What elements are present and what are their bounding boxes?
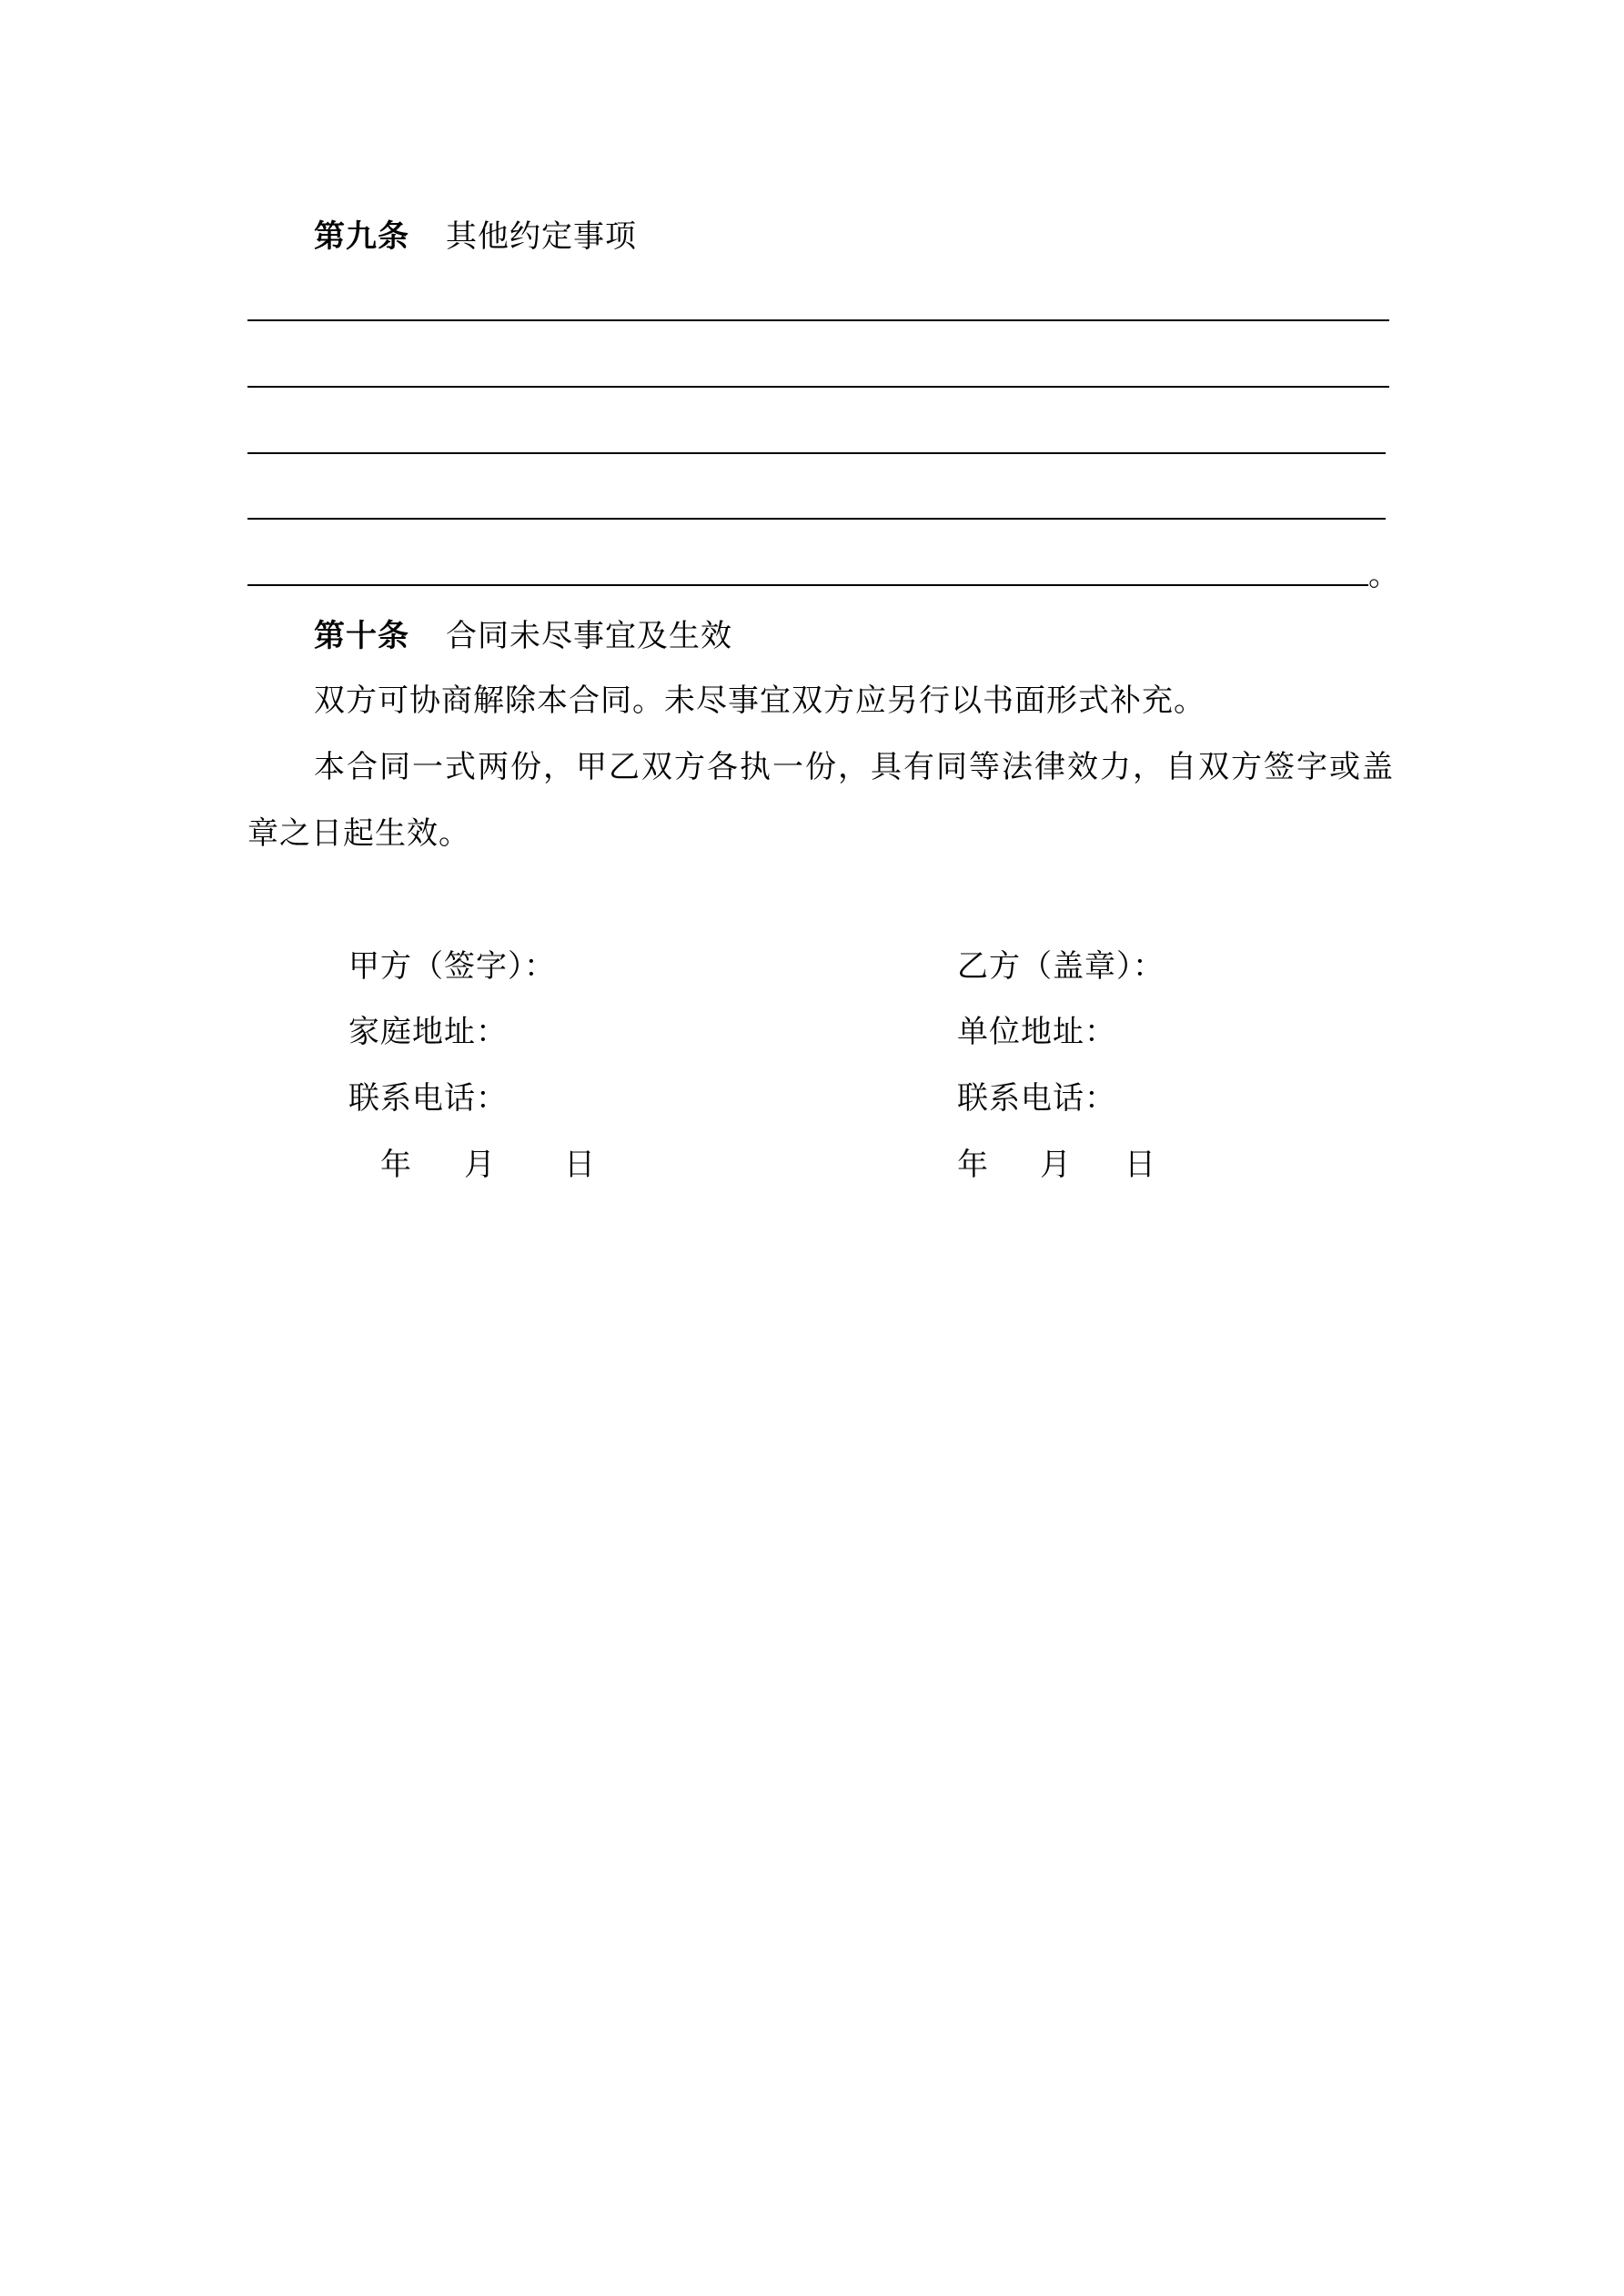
article10-paragraph-2-line-2: 章之日起生效。 bbox=[247, 815, 470, 852]
party-a-sign-label: 甲方（签字）： bbox=[348, 948, 556, 985]
party-a-date-month: 月 bbox=[464, 1147, 496, 1183]
blank-line-end-mark: 。 bbox=[1368, 557, 1400, 593]
party-b-date-year: 年 bbox=[957, 1147, 989, 1183]
party-a-address-label: 家庭地址： bbox=[348, 1014, 508, 1050]
blank-line-1 bbox=[247, 319, 1389, 321]
party-b-date-day: 日 bbox=[1125, 1147, 1156, 1183]
blank-line-4 bbox=[247, 518, 1386, 520]
article10-paragraph-2-line-1: 本合同一式两份，甲乙双方各执一份，具有同等法律效力，自双方签字或盖 bbox=[314, 749, 1395, 785]
blank-line-3 bbox=[247, 452, 1386, 454]
party-a-date-year: 年 bbox=[380, 1147, 412, 1183]
party-b-address-label: 单位地址： bbox=[957, 1014, 1116, 1050]
party-a-date-day: 日 bbox=[564, 1147, 596, 1183]
party-a-phone-label: 联系电话： bbox=[348, 1080, 508, 1117]
article10-title: 合同未尽事宜及生效 bbox=[446, 618, 732, 654]
party-b-date-month: 月 bbox=[1040, 1147, 1072, 1183]
party-b-phone-label: 联系电话： bbox=[957, 1080, 1116, 1117]
article10-heading: 第十条 bbox=[314, 618, 409, 654]
article10-paragraph-1: 双方可协商解除本合同。未尽事宜双方应另行以书面形式补充。 bbox=[314, 683, 1205, 719]
blank-line-2 bbox=[247, 386, 1389, 388]
party-b-seal-label: 乙方（盖章）： bbox=[957, 948, 1165, 985]
blank-line-5 bbox=[247, 584, 1368, 586]
article9-title: 其他约定事项 bbox=[446, 218, 637, 255]
article9-heading: 第九条 bbox=[314, 218, 409, 255]
